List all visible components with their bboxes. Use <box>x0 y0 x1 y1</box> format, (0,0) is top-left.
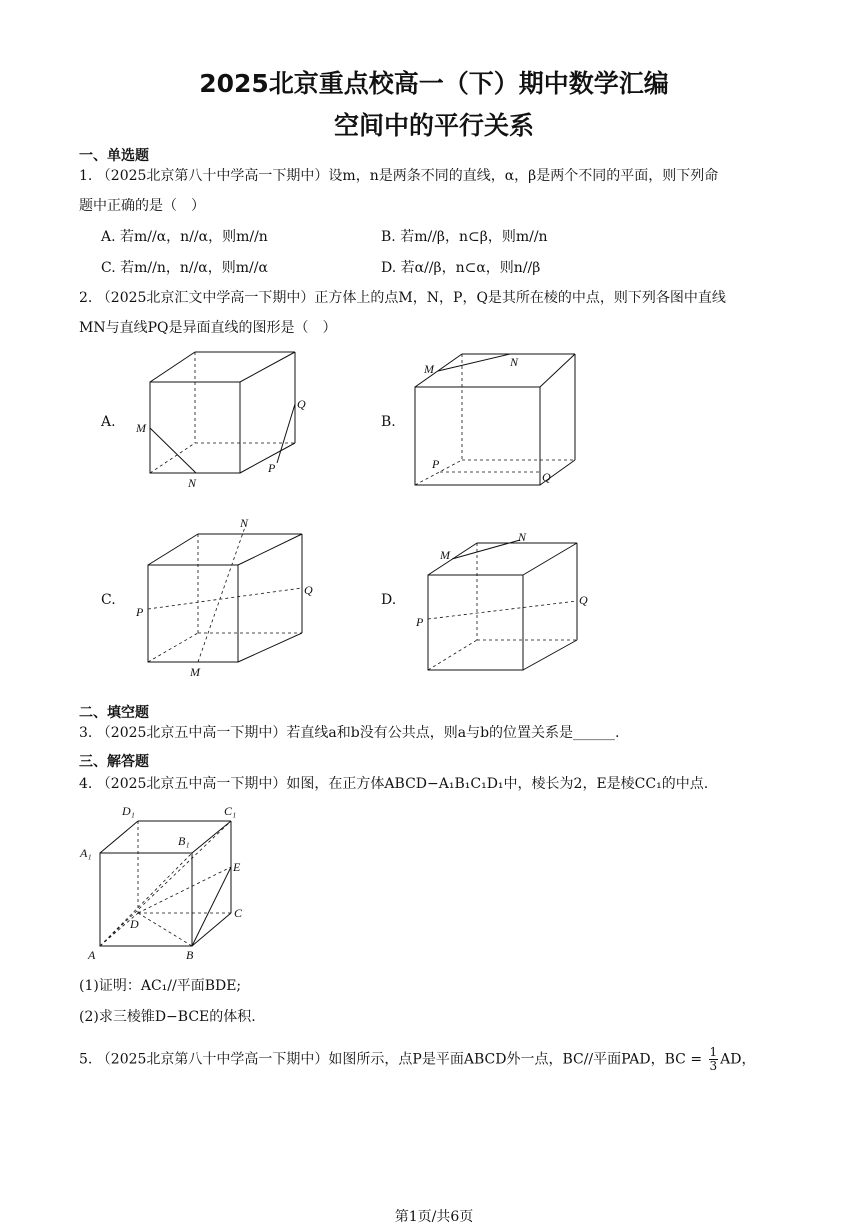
section-answer: 三、解答题 <box>79 754 149 770</box>
q5-text-tail: AD， <box>720 1051 756 1068</box>
q1-option-c: C. 若m//n，n//α，则m//α <box>101 260 268 276</box>
point-label-q: Q <box>579 593 588 607</box>
q2-text-line1: 2. （2025北京汇文中学高一下期中）正方体上的点M，N，P，Q是其所在棱的中点，则下列各图中直线 <box>79 290 726 306</box>
point-label-b1: B₁ <box>178 834 190 848</box>
section-fill-blank: 二、填空题 <box>79 705 149 721</box>
figure-a-label: A. <box>101 414 116 430</box>
point-label-c1: C₁ <box>224 804 237 818</box>
q3-text: 3. （2025北京五中高一下期中）若直线a和b没有公共点，则a与b的位置关系是______. <box>79 725 620 741</box>
figure-b-label: B. <box>381 414 396 430</box>
point-label-p: P <box>268 461 276 475</box>
point-label-m: M <box>424 362 434 376</box>
figure-a-cube <box>130 350 310 495</box>
page-subtitle: 空间中的平行关系 <box>333 111 534 140</box>
point-label-n: N <box>240 516 249 530</box>
q2-text-line2: MN与直线PQ是异面直线的图形是（ ） <box>79 320 337 336</box>
point-label-n: N <box>510 355 519 369</box>
q5-text-main: 5. （2025北京第八十中学高一下期中）如图所示，点P是平面ABCD外一点，BC//平面PAD，BC = <box>79 1051 707 1068</box>
point-label-p: P <box>432 457 440 471</box>
section-single-choice: 一、单选题 <box>79 148 149 164</box>
q4-cube-figure <box>78 795 268 965</box>
point-label-p: P <box>416 615 424 629</box>
point-label-m: M <box>190 665 200 679</box>
point-label-a: A <box>88 948 96 962</box>
figure-b-cube <box>410 350 590 495</box>
q5-fraction-den: 3 <box>709 1059 718 1073</box>
q1-option-b: B. 若m//β，n⊂β，则m//n <box>381 229 548 245</box>
point-label-d1: D₁ <box>122 804 135 818</box>
point-label-b: B <box>186 948 194 962</box>
q1-option-d: D. 若α//β，n⊂α，则n//β <box>381 260 541 276</box>
point-label-d: D <box>130 917 139 931</box>
q5-fraction <box>709 1046 719 1073</box>
figure-d-cube <box>410 525 600 680</box>
figure-d-label: D. <box>381 592 397 608</box>
q1-option-a: A. 若m//α，n//α，则m//n <box>101 229 268 245</box>
point-label-n: N <box>188 476 197 490</box>
point-label-n: N <box>518 530 527 544</box>
q1-text-line2: 题中正确的是（ ） <box>79 198 205 214</box>
q5-fraction-num: 1 <box>709 1045 718 1059</box>
point-label-p: P <box>136 605 144 619</box>
point-label-q: Q <box>304 583 313 597</box>
point-label-m: M <box>136 421 146 435</box>
q4-text: 4. （2025北京五中高一下期中）如图，在正方体ABCD−A₁B₁C₁D₁中，棱长为2，E是棱CC₁的中点. <box>79 776 709 792</box>
q1-text-line1: 1. （2025北京第八十中学高一下期中）设m，n是两条不同的直线，α，β是两个不同的平面，则下列命 <box>79 168 719 184</box>
point-label-a1: A₁ <box>80 846 92 860</box>
page-footer: 第1页/共6页 <box>394 1209 474 1225</box>
point-label-q: Q <box>542 470 551 484</box>
page-title: 2025北京重点校高一（下）期中数学汇编 <box>199 69 669 98</box>
q4-sub2: (2)求三棱锥D−BCE的体积. <box>79 1009 256 1025</box>
point-label-e: E <box>233 860 241 874</box>
point-label-c: C <box>234 906 243 920</box>
q5-text <box>79 1046 756 1073</box>
point-label-m: M <box>440 548 450 562</box>
figure-c-label: C. <box>101 592 116 608</box>
q4-sub1: (1)证明：AC₁//平面BDE; <box>79 978 242 994</box>
figure-c-cube <box>130 517 320 682</box>
point-label-q: Q <box>297 397 306 411</box>
